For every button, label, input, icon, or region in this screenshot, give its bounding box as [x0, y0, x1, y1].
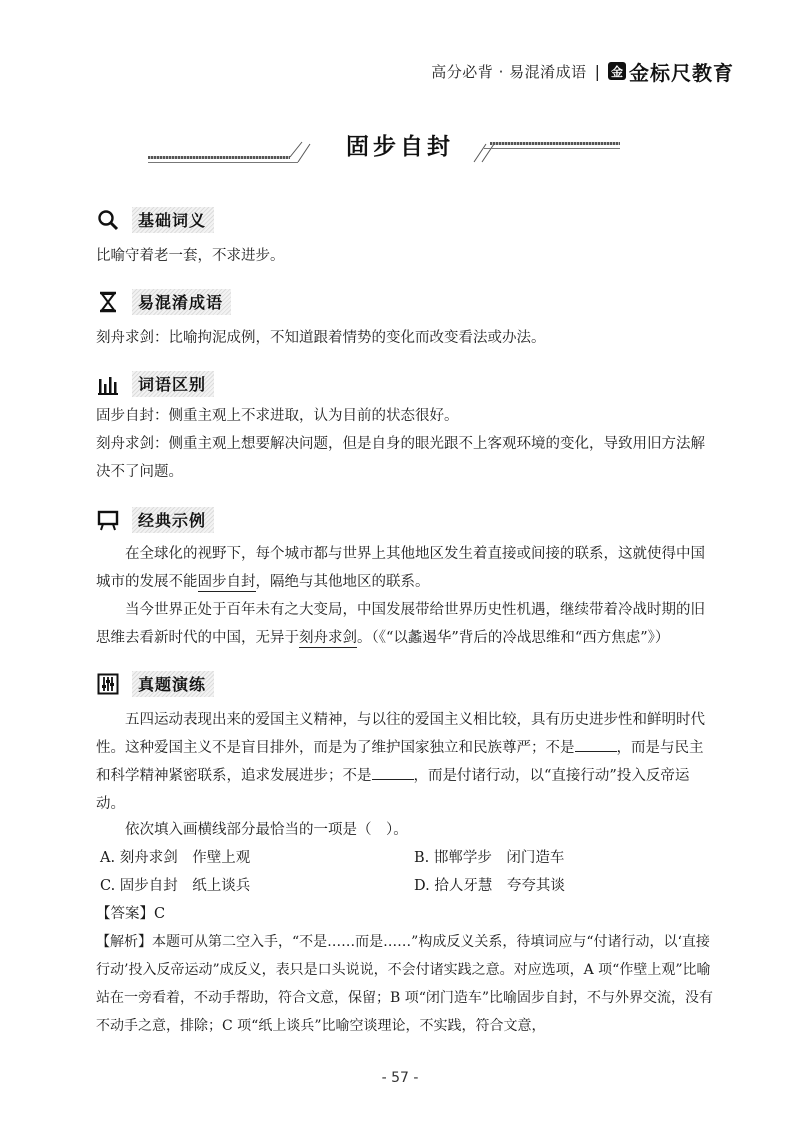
distinction-line-2: 刻舟求剑：侧重主观上想要解决问题，但是自身的眼光跟不上客观环境的变化，导致用旧方法解决不了问题。 — [96, 436, 705, 480]
analysis-paragraph — [96, 928, 716, 1040]
section-basic-title: 基础词义 — [132, 207, 214, 233]
example-2-keyword: 刻舟求剑 — [299, 630, 357, 646]
section-examples-heading — [96, 506, 214, 534]
example-2 — [96, 596, 716, 652]
example-2-source: 。（《“以蠡遏华”背后的冷战思维和“西方焦虑”》） — [357, 630, 670, 646]
question-text-2: ，而是与民主和科学精神紧密联系，追求发展进步；不是 — [96, 740, 704, 784]
section-examples-title: 经典示例 — [132, 507, 214, 533]
section-confusable-title: 易混淆成语 — [132, 289, 231, 315]
example-1-text: 在全球化的视野下，每个城市都与世界上其他地区发生着直接或间接的联系，这就使得中国城市的发展不能 — [96, 546, 705, 590]
section-confusable-heading — [96, 288, 231, 316]
title-rule-left-thin — [148, 162, 298, 163]
option-c: C. 固步自封 纸上谈兵 — [100, 878, 251, 894]
page-header — [431, 56, 734, 86]
idiom-title-block — [0, 118, 800, 178]
answer-blank-2 — [372, 765, 414, 780]
confusable-definition: 刻舟求剑：比喻拘泥成例，不知道跟着情势的变化而改变看法或办法。 — [96, 330, 546, 346]
easel-board-icon — [96, 508, 120, 532]
analysis-text: 本题可从第二空入手，“不是……而是……”构成反义关系，待填词应与“付诸行动，以‘直接行动’投入反帝运动”成反义，表只是口头说说，不会付诸实践之意。对应选项，A 项“作壁上观”比喻站在一旁看着，不动手帮助，符合文意，保留；B 项“闭门造车”比喻固步自封，不与外界交流，没有不动手之意，排除；C 项“纸上谈兵”比喻空谈理论，不实践，符合文意， — [96, 934, 714, 1034]
section-distinction-heading — [96, 370, 214, 398]
title-rule-right — [490, 142, 620, 145]
exercise-prompt: 依次填入画横线部分最恰当的一项是（ ）。 — [125, 822, 408, 838]
option-d: D. 拾人牙慧 夸夸其谈 — [414, 878, 565, 894]
sliders-icon — [96, 672, 120, 696]
answer-blank-1 — [575, 737, 617, 752]
header-separator: | — [594, 61, 600, 81]
bar-chart-icon — [96, 372, 120, 396]
series-title: 高分必背 · 易混淆成语 — [431, 62, 587, 81]
example-1-text-end: ，隔绝与其他地区的联系。 — [255, 574, 430, 590]
idiom-title: 固步自封 — [346, 133, 454, 160]
page-number: - 57 - — [381, 1070, 419, 1086]
analysis-label: 【解析】 — [96, 934, 152, 950]
section-exercise-heading — [96, 670, 214, 698]
example-1-keyword: 固步自封 — [197, 574, 256, 590]
option-b: B. 邯郸学步 闭门造车 — [414, 850, 565, 866]
section-exercise-title: 真题演练 — [132, 671, 214, 697]
exercise-question — [96, 706, 716, 818]
question-text-3: ，而是付诸行动，以“直接行动”投入反帝运动。 — [96, 768, 690, 812]
option-a: A. 刻舟求剑 作壁上观 — [100, 850, 251, 866]
section-distinction-title: 词语区别 — [132, 371, 214, 397]
answer-line: 【答案】C — [96, 906, 166, 922]
section-basic-heading — [96, 206, 214, 234]
brand-mark-icon: 金 — [608, 62, 626, 80]
example-1 — [96, 540, 716, 596]
title-rule-right-thin — [484, 148, 620, 149]
brand-logo — [608, 57, 734, 86]
exercise-options — [100, 846, 700, 906]
hourglass-icon — [96, 290, 120, 314]
distinction-line-1: 固步自封：侧重主观上不求进取，认为目前的状态很好。 — [96, 408, 459, 424]
magnifier-icon — [96, 208, 120, 232]
example-2-text: 当今世界正处于百年未有之大变局，中国发展带给世界历史性机遇，继续带着冷战时期的旧思维去看新时代的中国，无异于 — [96, 602, 705, 646]
brand-name: 金标尺教育 — [629, 60, 734, 85]
question-text-1: 五四运动表现出来的爱国主义精神，与以往的爱国主义相比较，具有历史进步性和鲜明时代性。这种爱国主义不是盲目排外，而是为了维护国家独立和民族尊严；不是 — [96, 712, 705, 756]
basic-definition: 比喻守着老一套，不求进步。 — [96, 248, 285, 264]
